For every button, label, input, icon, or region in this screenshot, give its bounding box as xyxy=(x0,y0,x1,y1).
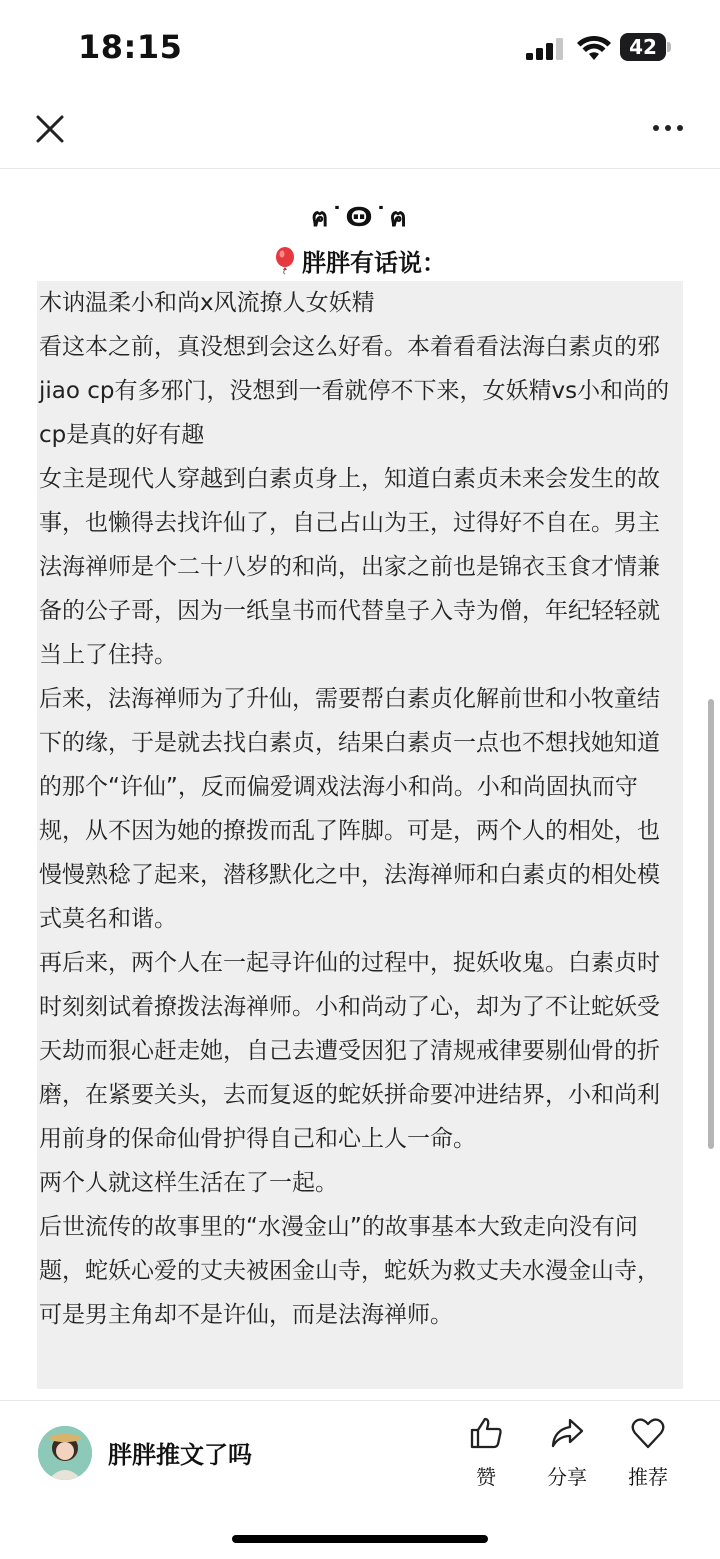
recommend-label: 推荐 xyxy=(628,1465,668,1489)
battery-level: 42 xyxy=(629,35,657,59)
wifi-icon xyxy=(576,34,612,62)
paragraph: 再后来，两个人在一起寻许仙的过程中，捉妖收鬼。白素贞时时刻刻试着撩拨法海禅师。小和尚动了心，却为了不让蛇妖受天劫而狠心赶走她，自己去遭受因犯了清规戒律要剔仙骨的折磨，在紧要关头，去而复返的蛇妖拼命要冲进结界，小和尚利用前身的保命仙骨护得自己和心上人一命。 xyxy=(39,950,660,1152)
review-text-block xyxy=(37,281,683,1389)
paragraph: 后世流传的故事里的“水漫金山”的故事基本大致走向没有问题，蛇妖心爱的丈夫被困金山寺，蛇妖为救丈夫水漫金山寺，可是男主角却不是许仙，而是法海禅师。 xyxy=(39,1214,660,1328)
status-bar xyxy=(0,0,720,95)
bottom-action-bar xyxy=(0,1400,720,1559)
paragraph: 两个人就这样生活在了一起。 xyxy=(39,1170,338,1196)
share-button[interactable] xyxy=(532,1415,602,1490)
paragraph: 后来，法海禅师为了升仙，需要帮白素贞化解前世和小牧童结下的缘，于是就去找白素贞，结果白素贞一点也不想找她知道的那个“许仙”，反而偏爱调戏法海小和尚。小和尚固执而守规，从不因为她的撩拨而乱了阵脚。可是，两个人的相处，也慢慢熟稔了起来，潜移默化之中，法海禅师和白素贞的相处模式莫名和谐。 xyxy=(39,686,660,932)
battery-icon xyxy=(620,33,672,61)
close-icon[interactable] xyxy=(30,109,70,149)
post-content xyxy=(0,169,720,1400)
more-icon[interactable] xyxy=(648,113,688,143)
cellular-signal-icon xyxy=(526,38,566,60)
status-time: 18:15 xyxy=(78,28,183,66)
heart-icon xyxy=(630,1415,666,1451)
share-label: 分享 xyxy=(547,1465,587,1489)
balloon-icon xyxy=(274,247,296,275)
share-icon xyxy=(549,1415,585,1451)
scrollbar[interactable] xyxy=(708,699,714,1149)
paragraph: 看这本之前，真没想到会这么好看。本着看看法海白素贞的邪jiao cp有多邪门，没想到一看就停不下来，女妖精vs小和尚的cp是真的好有趣 xyxy=(39,334,670,448)
paragraph: 女主是现代人穿越到白素贞身上，知道白素贞未来会发生的故事，也懒得去找许仙了，自己占山为王，过得好不自在。男主法海禅师是个二十八岁的和尚，出家之前也是锦衣玉食才情兼备的公子哥，因为一纸皇书而代替皇子入寺为僧，年纪轻轻就当上了住持。 xyxy=(39,466,660,668)
thumbs-up-icon xyxy=(468,1415,504,1451)
recommend-button[interactable] xyxy=(613,1415,683,1490)
like-label: 赞 xyxy=(476,1465,496,1489)
author-avatar[interactable] xyxy=(38,1426,92,1480)
home-indicator[interactable] xyxy=(232,1535,488,1543)
top-nav-bar xyxy=(0,95,720,169)
heading-text: 胖胖有话说： xyxy=(302,249,446,277)
author-name[interactable]: 胖胖推文了吗 xyxy=(108,1441,252,1469)
kaomoji-text: ฅ˙Ꙫ˙ฅ xyxy=(311,203,409,233)
post-heading xyxy=(0,243,720,278)
paragraph: 木讷温柔小和尚x风流撩人女妖精 xyxy=(39,290,375,316)
like-button[interactable] xyxy=(451,1415,521,1490)
